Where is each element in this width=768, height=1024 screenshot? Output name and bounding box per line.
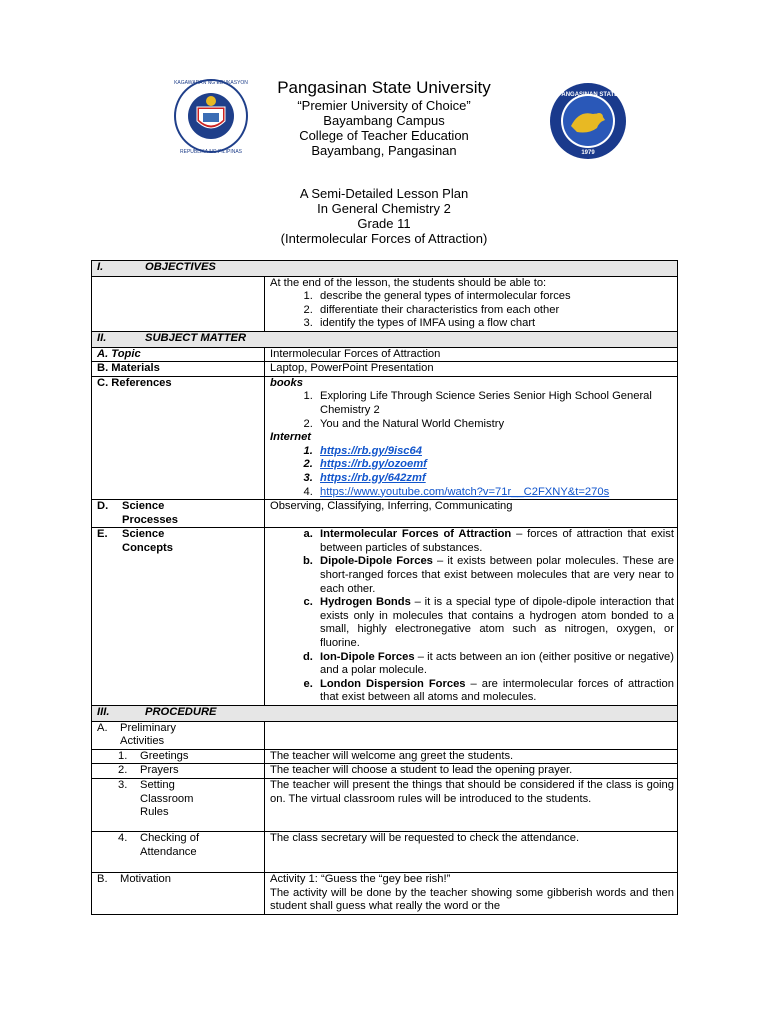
objectives-list bbox=[270, 290, 674, 331]
concepts-label: Science Concepts bbox=[122, 528, 173, 554]
step-greetings bbox=[92, 749, 678, 764]
materials-label: B. Materials bbox=[92, 362, 265, 377]
concepts-label-num: E. bbox=[97, 528, 108, 541]
reference-link-1[interactable]: https://rb.gy/9isc64 bbox=[320, 444, 422, 457]
college: College of Teacher Education bbox=[299, 128, 469, 143]
processes-label: Science Processes bbox=[122, 500, 178, 526]
prelim-label: Preliminary Activities bbox=[120, 721, 176, 748]
step-attendance bbox=[92, 831, 678, 872]
step-label: Greetings bbox=[140, 749, 189, 762]
section-subject-matter bbox=[92, 331, 678, 347]
books-list bbox=[270, 390, 674, 431]
tagline: “Premier University of Choice” bbox=[297, 98, 471, 113]
step-rules bbox=[92, 778, 678, 831]
motivation-label: Motivation bbox=[120, 872, 171, 885]
list-item: 2. You and the Natural World Chemistry bbox=[316, 418, 674, 432]
address: Bayambang, Pangasinan bbox=[311, 143, 457, 158]
topic-value: Intermolecular Forces of Attraction bbox=[265, 347, 678, 362]
list-item: 1. describe the general types of intermolecular forces bbox=[316, 290, 674, 304]
concept-desc: – it exists between polar molecules. These are short-ranged forces that exist between molecules that are very near to each other. bbox=[320, 555, 674, 595]
motivation-row bbox=[92, 872, 678, 914]
processes-row bbox=[92, 500, 678, 528]
letterhead bbox=[0, 78, 768, 158]
step-num: 4. bbox=[118, 831, 128, 844]
section-title: SUBJECT MATTER bbox=[145, 331, 247, 344]
section-number: III. bbox=[97, 706, 110, 718]
step-num: 3. bbox=[118, 778, 128, 791]
step-text: The teacher will present the things that should be considered if the class is going on. The virtual classroom rules will be introduced to the students. bbox=[265, 778, 678, 831]
plan-title bbox=[0, 186, 768, 246]
reference-link-4[interactable]: https://www.youtube.com/watch?v=71r__C2FXNY&t=270s bbox=[320, 485, 610, 498]
list-item bbox=[316, 555, 674, 596]
svg-text:PANGASINAN STATE: PANGASINAN STATE bbox=[557, 92, 619, 98]
concept-desc: – are intermolecular forces of attraction that exist between all atoms and molecules. bbox=[320, 677, 674, 704]
svg-text:KAGAWARAN NG EDUKASYON: KAGAWARAN NG EDUKASYON bbox=[174, 80, 248, 86]
step-text: The class secretary will be requested to check the attendance. bbox=[265, 831, 678, 872]
concept-term: Ion-Dipole Forces bbox=[320, 650, 415, 663]
step-text: The teacher will welcome ang greet the students. bbox=[265, 749, 678, 764]
step-prayers bbox=[92, 764, 678, 779]
plan-line-1: A Semi-Detailed Lesson Plan bbox=[299, 186, 469, 201]
concepts-list bbox=[270, 528, 674, 705]
list-item: 1. Exploring Life Through Science Series Senior High School General Chemistry 2 bbox=[316, 390, 674, 417]
section-title: PROCEDURE bbox=[145, 706, 217, 718]
prelim-num: A. bbox=[97, 721, 108, 734]
concept-term: Dipole-Dipole Forces bbox=[320, 555, 433, 568]
section-number: I. bbox=[97, 261, 104, 273]
concept-desc: – it acts between an ion (either positive or negative) and a polar molecule. bbox=[320, 650, 675, 677]
objectives-intro: At the end of the lesson, the students should be able to: bbox=[270, 276, 547, 289]
step-num: 2. bbox=[118, 764, 128, 777]
links-list bbox=[270, 445, 674, 499]
references-label: C. References bbox=[92, 376, 265, 499]
prelim-row bbox=[92, 721, 678, 749]
section-objectives bbox=[92, 261, 678, 277]
books-label: books bbox=[270, 376, 303, 389]
motivation-num: B. bbox=[97, 872, 108, 885]
plan-line-2: In General Chemistry 2 bbox=[317, 201, 451, 216]
list-item bbox=[316, 445, 674, 459]
deped-seal-text: REPUBLIKA NG PILIPINAS bbox=[180, 149, 242, 155]
list-item bbox=[316, 528, 674, 555]
internet-label: Internet bbox=[270, 431, 312, 444]
step-num: 1. bbox=[118, 749, 128, 762]
objectives-row bbox=[92, 276, 678, 331]
step-label: Checking of Attendance bbox=[140, 831, 200, 858]
concept-term: London Dispersion Forces bbox=[320, 677, 466, 690]
section-procedure bbox=[92, 706, 678, 722]
psu-seal-year: 1979 bbox=[581, 150, 595, 156]
concept-desc: – it is a special type of dipole-dipole interaction that exists only in molecules that contains a hydrogen atom bonded to a small, highly electronegative atom such as nitrogen, oxygen, or fluorine. bbox=[320, 596, 674, 650]
campus: Bayambang Campus bbox=[323, 113, 445, 128]
references-row bbox=[92, 376, 678, 499]
concept-term: Intermolecular Forces of Attraction bbox=[320, 528, 512, 541]
list-item bbox=[316, 596, 674, 650]
list-item bbox=[316, 458, 674, 472]
concepts-row bbox=[92, 528, 678, 706]
list-item: 3. identify the types of IMFA using a flow chart bbox=[316, 317, 674, 331]
list-item: 2. differentiate their characteristics from each other bbox=[316, 304, 674, 318]
reference-link-3[interactable]: https://rb.gy/642zmf bbox=[320, 471, 426, 484]
motivation-text: The activity will be done by the teacher showing some gibberish words and then student shall guess what really the word or the bbox=[270, 886, 674, 913]
step-text: The teacher will choose a student to lead the opening prayer. bbox=[265, 764, 678, 779]
list-item bbox=[316, 486, 674, 500]
list-item bbox=[316, 651, 674, 678]
step-label: Setting Classroom Rules bbox=[140, 778, 194, 819]
materials-value: Laptop, PowerPoint Presentation bbox=[265, 362, 678, 377]
university-name: Pangasinan State University bbox=[277, 78, 491, 97]
concept-term: Hydrogen Bonds bbox=[320, 596, 411, 609]
section-number: II. bbox=[97, 331, 107, 344]
list-item bbox=[316, 678, 674, 705]
plan-line-4: (Intermolecular Forces of Attraction) bbox=[280, 231, 488, 246]
plan-line-3: Grade 11 bbox=[357, 216, 411, 231]
lesson-plan-table bbox=[91, 260, 678, 915]
step-label: Prayers bbox=[140, 764, 179, 777]
reference-link-2[interactable]: https://rb.gy/ozoemf bbox=[320, 458, 427, 471]
concept-desc: – forces of attraction that exist between particles of substances. bbox=[320, 528, 674, 554]
list-item bbox=[316, 472, 674, 486]
section-title: OBJECTIVES bbox=[145, 261, 216, 273]
materials-row bbox=[92, 362, 678, 377]
topic-label: A. Topic bbox=[92, 347, 265, 362]
processes-label-num: D. bbox=[97, 500, 109, 513]
processes-value: Observing, Classifying, Inferring, Communicating bbox=[265, 500, 678, 528]
topic-row bbox=[92, 347, 678, 362]
motivation-title: Activity 1: “Guess the “gey bee rish!” bbox=[270, 872, 451, 885]
